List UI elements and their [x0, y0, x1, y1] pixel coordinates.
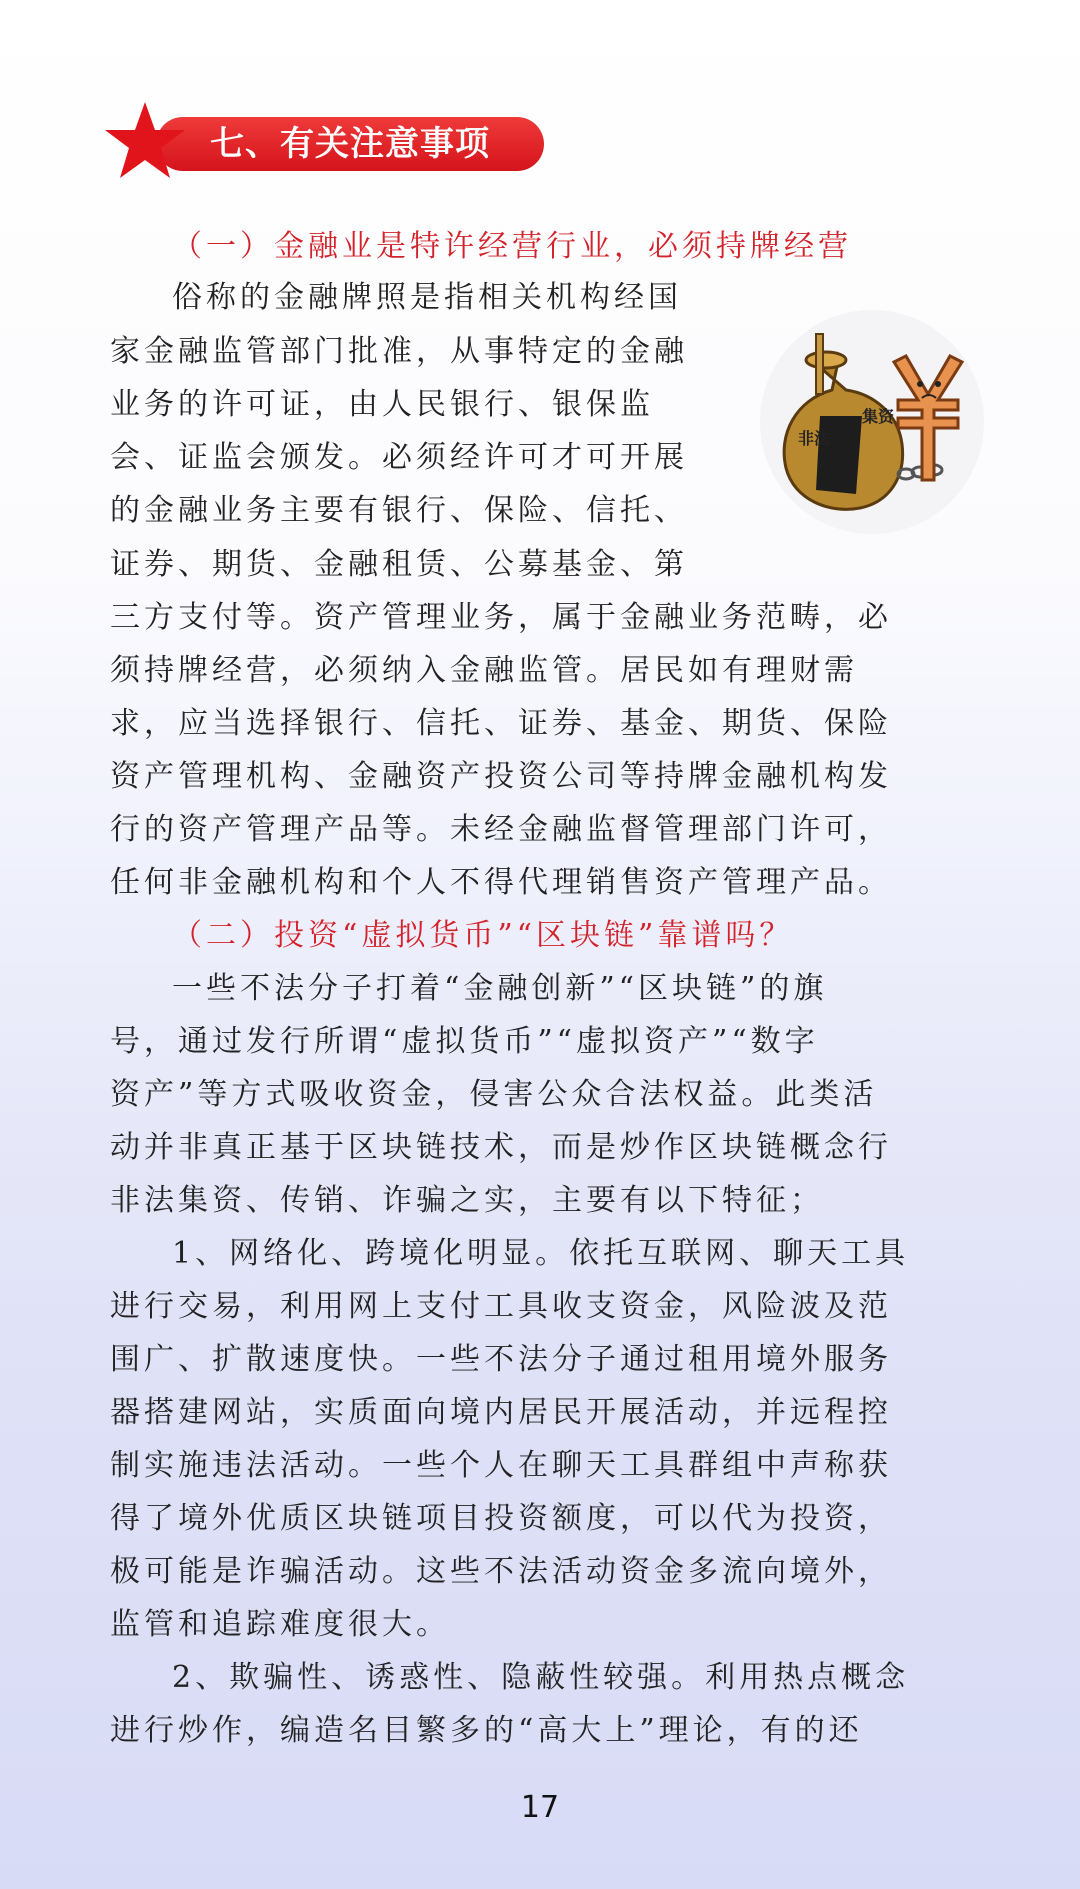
- text-line: 行的资产管理产品等。未经金融监督管理部门许可，: [110, 812, 892, 847]
- text-line: 一些不法分子打着“金融创新”“区块链”的旗: [172, 971, 828, 1006]
- text-line: 业务的许可证，由人民银行、银保监: [110, 387, 654, 422]
- text-line: 进行交易，利用网上支付工具收支资金，风险波及范: [110, 1289, 892, 1324]
- subheading-2: （二）投资“虚拟货币”“区块链”靠谱吗？: [172, 918, 794, 953]
- page-number: 17: [520, 1790, 560, 1825]
- text-line: 求，应当选择银行、信托、证券、基金、期货、保险: [110, 706, 892, 741]
- text-line: 围广、扩散速度快。一些不法分子通过租用境外服务: [110, 1342, 892, 1377]
- red-star-icon: [104, 100, 200, 182]
- text-line: 资产管理机构、金融资产投资公司等持牌金融机构发: [110, 759, 892, 794]
- text-line: 得了境外优质区块链项目投资额度，可以代为投资，: [110, 1501, 892, 1536]
- text-line: 制实施违法活动。一些个人在聊天工具群组中声称获: [110, 1448, 892, 1483]
- text-line: 1、网络化、跨境化明显。依托互联网、聊天工具: [172, 1236, 910, 1271]
- text-line: 号，通过发行所谓“虚拟货币”“虚拟资产”“数字: [110, 1024, 819, 1059]
- text-line: 的金融业务主要有银行、保险、信托、: [110, 493, 688, 528]
- sign-left: 非法: [798, 429, 831, 448]
- subheading-1: （一）金融业是特许经营行业，必须持牌经营: [172, 229, 852, 264]
- text-line: 会、证监会颁发。必须经许可才可开展: [110, 440, 688, 475]
- text-line: 俗称的金融牌照是指相关机构经国: [172, 280, 682, 315]
- text-line: 证券、期货、金融租赁、公募基金、第: [110, 547, 688, 582]
- illegal-fundraising-cartoon: [756, 304, 988, 540]
- text-line: 动并非真正基于区块链技术，而是炒作区块链概念行: [110, 1130, 892, 1165]
- text-line: 监管和追踪难度很大。: [110, 1607, 450, 1642]
- sign-right: 集资: [862, 407, 895, 426]
- text-line: 非法集资、传销、诈骗之实，主要有以下特征；: [110, 1183, 824, 1218]
- section-header: [104, 100, 554, 182]
- text-line: 家金融监管部门批准，从事特定的金融: [110, 334, 688, 369]
- text-line: 任何非金融机构和个人不得代理销售资产管理产品。: [110, 865, 892, 900]
- text-line: 器搭建网站，实质面向境内居民开展活动，并远程控: [110, 1395, 892, 1430]
- text-line: 2、欺骗性、诱惑性、隐蔽性较强。利用热点概念: [172, 1660, 910, 1695]
- text-line: 资产”等方式吸收资金，侵害公众合法权益。此类活: [110, 1077, 878, 1112]
- section-title: 七、有关注意事项: [210, 124, 490, 164]
- text-line: 三方支付等。资产管理业务，属于金融业务范畴，必: [110, 600, 892, 635]
- text-line: 须持牌经营，必须纳入金融监管。居民如有理财需: [110, 653, 858, 688]
- text-line: 极可能是诈骗活动。这些不法活动资金多流向境外，: [110, 1554, 892, 1589]
- text-line: 进行炒作，编造名目繁多的“高大上”理论，有的还: [110, 1713, 863, 1748]
